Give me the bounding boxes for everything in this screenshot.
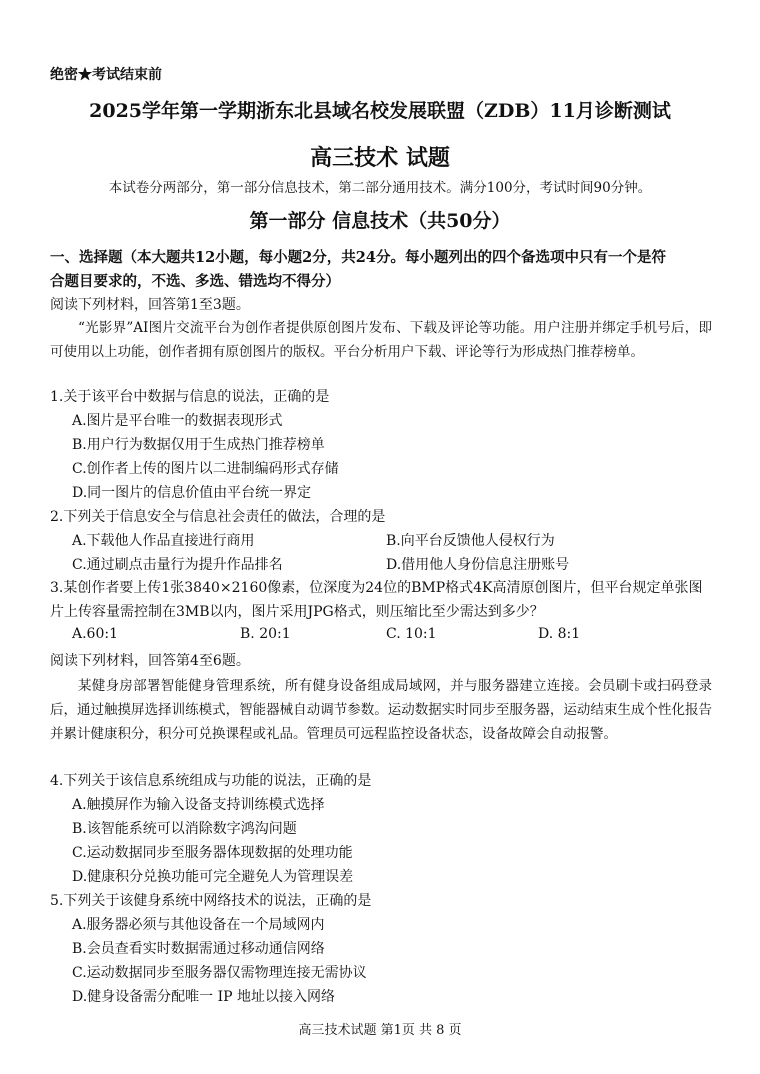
q1-option-a: A.图片是平台唯一的数据表现形式: [72, 413, 283, 429]
q3-option-a: A.60:1: [72, 626, 118, 642]
exam-intro: 本试卷分两部分，第一部分信息技术，第二部分通用技术。满分100分，考试时间90分钟。: [108, 180, 652, 196]
q5-option-d: D.健身设备需分配唯一 IP 地址以接入网络: [72, 989, 336, 1005]
material1-lead: 阅读下列材料，回答第1至3题。: [50, 297, 250, 313]
q3-option-d: D. 8:1: [538, 626, 581, 642]
exam-title: 2025学年第一学期浙东北县域名校发展联盟（ZDB）11月诊断测试: [89, 100, 671, 122]
q4-option-b: B.该智能系统可以消除数字鸿沟问题: [72, 821, 297, 837]
q5-stem: 5.下列关于该健身系统中网络技术的说法，正确的是: [50, 893, 372, 909]
q4-option-d: D.健康积分兑换功能可完全避免人为管理误差: [72, 869, 354, 885]
q1-stem: 1.关于该平台中数据与信息的说法，正确的是: [50, 389, 330, 405]
q4-stem: 4.下列关于该信息系统组成与功能的说法，正确的是: [50, 773, 372, 789]
q2-option-c: C.通过刷点击量行为提升作品排名: [72, 557, 283, 573]
q4-option-c: C.运动数据同步至服务器体现数据的处理功能: [72, 845, 353, 861]
q3-option-b: B. 20:1: [240, 626, 291, 642]
page-footer: 高三技术试题 第1页 共 8 页: [298, 1023, 462, 1038]
confidential-label: 绝密★考试结束前: [50, 67, 162, 83]
q5-option-a: A.服务器必须与其他设备在一个局域网内: [72, 917, 325, 933]
q1-option-c: C.创作者上传的图片以二进制编码形式存储: [72, 461, 339, 477]
q5-option-b: B.会员查看实时数据需通过移动通信网络: [72, 941, 325, 957]
q1-option-b: B.用户行为数据仅用于生成热门推荐榜单: [72, 437, 325, 453]
q2-option-a: A.下载他人作品直接进行商用: [72, 533, 255, 549]
q2-stem: 2.下列关于信息安全与信息社会责任的做法，合理的是: [50, 509, 386, 525]
exam-subtitle: 高三技术 试题: [310, 145, 450, 171]
q5-option-c: C.运动数据同步至服务器仅需物理连接无需协议: [72, 965, 367, 981]
q3-option-c: C. 10:1: [386, 626, 437, 642]
q2-option-d: D.借用他人身份信息注册账号: [386, 557, 570, 573]
section1-heading-line1: 一、选择题（本大题共12小题，每小题2分，共24分。每小题列出的四个备选项中只有一个是符: [50, 249, 666, 266]
q4-option-a: A.触摸屏作为输入设备支持训练模式选择: [72, 797, 325, 813]
q3-stem: 3.某创作者要上传1张3840×2160像素，位深度为24位的BMP格式4K高清原创图片，但平台规定单张图片上传容量需控制在3MB以内，图片采用JPG格式，则压缩比至少需达到多少？: [50, 580, 703, 620]
q1-option-d: D.同一图片的信息价值由平台统一界定: [72, 485, 312, 501]
material1-text: “光影界”AI图片交流平台为创作者提供原创图片发布、下载及评论等功能。用户注册并绑定手机号后，即可使用以上功能，创作者拥有原创图片的版权。平台分析用户下载、评论等行为形成热门推荐榜单。: [50, 320, 712, 360]
section1-heading-line2: 合题目要求的，不选、多选、错选均不得分）: [50, 273, 340, 290]
material2-text: 某健身房部署智能健身管理系统，所有健身设备组成局域网，并与服务器建立连接。会员刷卡或扫码登录后，通过触摸屏选择训练模式，智能器械自动调节参数。运动数据实时同步至服务器，运动结束生成个性化报告并累计健康积分，积分可兑换课程或礼品。管理员可远程监控设备状态，设备故障会自动报警。: [50, 678, 712, 742]
material2-lead: 阅读下列材料，回答第4至6题。: [50, 653, 250, 669]
q2-option-b: B.向平台反馈他人侵权行为: [386, 533, 555, 549]
part1-title: 第一部分 信息技术（共50分）: [249, 210, 511, 232]
